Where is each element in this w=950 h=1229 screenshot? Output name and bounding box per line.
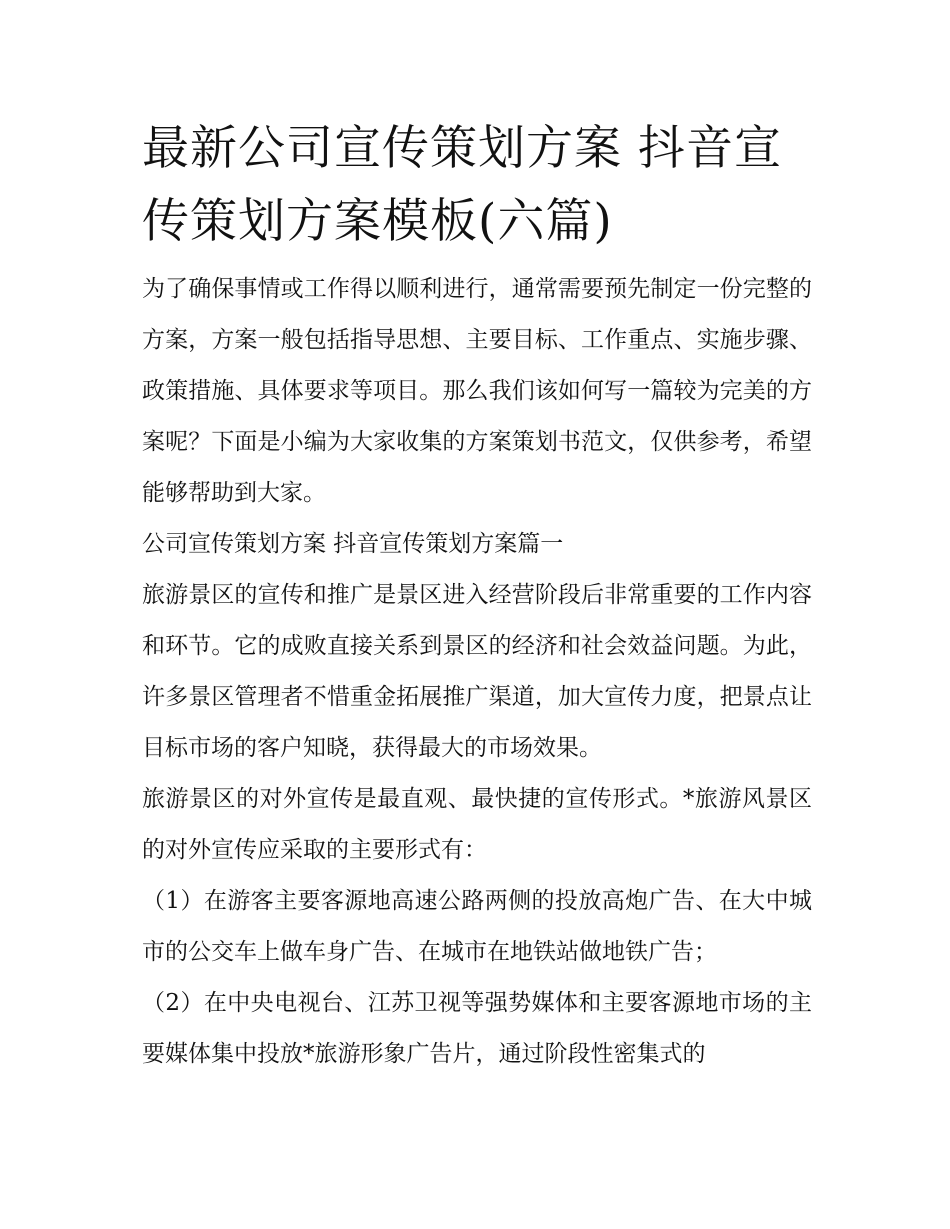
intro-paragraph: 为了确保事情或工作得以顺利进行，通常需要预先制定一份完整的方案，方案一般包括指导思想、主要目标、工作重点、实施步骤、政策措施、具体要求等项目。那么我们该如何写一篇较为完美的方案呢？下面是小编为大家收集的方案策划书范文，仅供参考，希望能够帮助到大家。 bbox=[142, 276, 812, 506]
body-paragraph-2: 旅游景区的对外宣传是最直观、最快捷的宣传形式。*旅游风景区的对外宣传应采取的主要形式有： bbox=[142, 786, 812, 863]
document-page bbox=[142, 112, 812, 1080]
body-paragraph-1: 旅游景区的宣传和推广是景区进入经营阶段后非常重要的工作内容和环节。它的成败直接关系到景区的经济和社会效益问题。为此，许多景区管理者不惜重金拓展推广渠道，加大宣传力度，把景点让目标市场的客户知晓，获得最大的市场效果。 bbox=[142, 582, 812, 761]
body-paragraph-4: （2）在中央电视台、江苏卫视等强势媒体和主要客源地市场的主要媒体集中投放*旅游形象广告片，通过阶段性密集式的 bbox=[142, 990, 812, 1067]
document-title: 最新公司宣传策划方案 抖音宣传策划方案模板(六篇) bbox=[142, 121, 782, 249]
section-heading: 公司宣传策划方案 抖音宣传策划方案篇一 bbox=[142, 531, 564, 557]
body-paragraph-3: （1）在游客主要客源地高速公路两侧的投放高炮广告、在大中城市的公交车上做车身广告、在城市在地铁站做地铁广告； bbox=[142, 888, 812, 965]
